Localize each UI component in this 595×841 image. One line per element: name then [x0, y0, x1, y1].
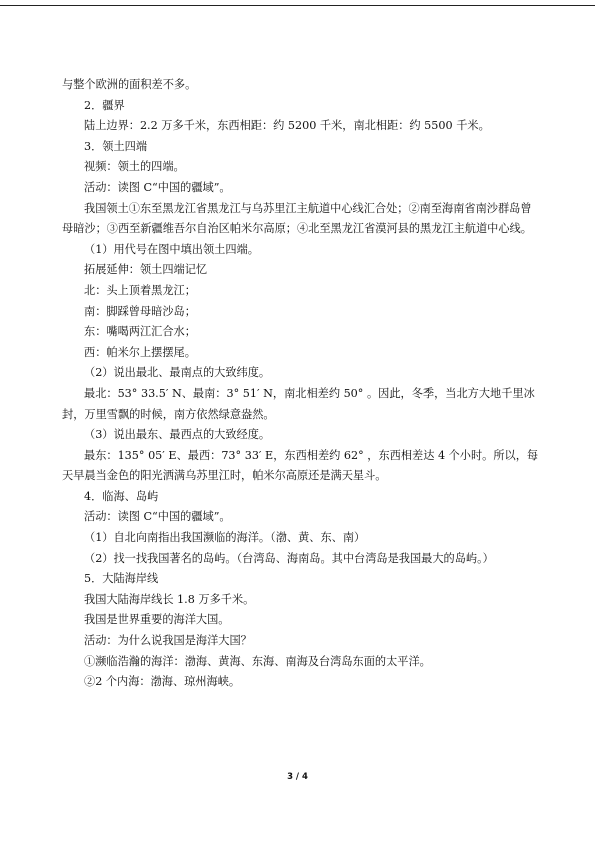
paragraph: 活动：读图 C“中国的疆域”。 — [84, 180, 231, 194]
paragraph: 最东：135° 05′ E、最西：73° 33′ E，东西相差约 62° ，东西相差达 4 个小时。所以，每天早晨当金色的阳光洒满乌苏里江时，帕米尔高原还是满天星斗。 — [62, 448, 539, 483]
paragraph: 我国大陆海岸线长 1.8 万多千米。 — [84, 592, 255, 606]
paragraph: 南：脚踩曾母暗沙岛； — [84, 304, 196, 318]
paragraph: （1）用代号在图中填出领土四端。 — [84, 242, 259, 256]
paragraph: （3）说出最东、最西点的大致经度。 — [84, 428, 271, 442]
paragraph: 陆上边界：2.2 万多千米，东西相距：约 5200 千米，南北相距：约 5500 千米。 — [84, 119, 490, 133]
paragraph: （1）自北向南指出我国濒临的海洋。（渤、黄、东、南） — [84, 531, 366, 545]
paragraph: 4．临海、岛屿 — [84, 489, 159, 503]
page-number: 3 / 4 — [287, 772, 308, 782]
header-rule — [0, 5, 595, 6]
paragraph: 3．领土四端 — [84, 139, 148, 153]
paragraph: 5．大陆海岸线 — [84, 572, 159, 586]
paragraph: 北：头上顶着黑龙江； — [84, 283, 196, 297]
paragraph: 与整个欧洲的面积差不多。 — [62, 78, 197, 91]
paragraph: ①濒临浩瀚的海洋：渤海、黄海、东海、南海及台湾岛东面的太平洋。 — [84, 654, 431, 668]
paragraph: 活动：为什么说我国是海洋大国？ — [84, 634, 252, 648]
paragraph: 活动：读图 C“中国的疆域”。 — [84, 510, 231, 524]
paragraph: 最北：53° 33.5′ N、最南：3° 51′ N，南北相差约 50° 。因此，冬季，当北方大地千里冰封，万里雪飘的时候，南方依然绿意盎然。 — [62, 386, 535, 421]
paragraph: 东：嘴喝两江汇合水； — [84, 325, 196, 339]
paragraph: 拓展延伸：领土四端记忆 — [84, 263, 208, 277]
document-body — [62, 75, 540, 693]
paragraph: 西：帕米尔上摆摆尾。 — [84, 345, 196, 359]
paragraph: （2）说出最北、最南点的大致纬度。 — [84, 366, 271, 380]
paragraph: 2．疆界 — [84, 98, 125, 112]
paragraph: 视频：领土的四端。 — [84, 160, 185, 174]
paragraph: （2）找一找我国著名的岛屿。（台湾岛、海南岛。其中台湾岛是我国最大的岛屿。） — [84, 551, 494, 565]
paragraph: 我国是世界重要的海洋大国。 — [84, 613, 230, 627]
paragraph: ②2 个内海：渤海、琼州海峡。 — [84, 675, 241, 689]
paragraph: 我国领土①东至黑龙江省黑龙江与乌苏里江主航道中心线汇合处；②南至海南省南沙群岛曾母暗沙；③西至新疆维吾尔自治区帕米尔高原；④北至黑龙江省漠河县的黑龙江主航道中心线。 — [62, 201, 532, 236]
